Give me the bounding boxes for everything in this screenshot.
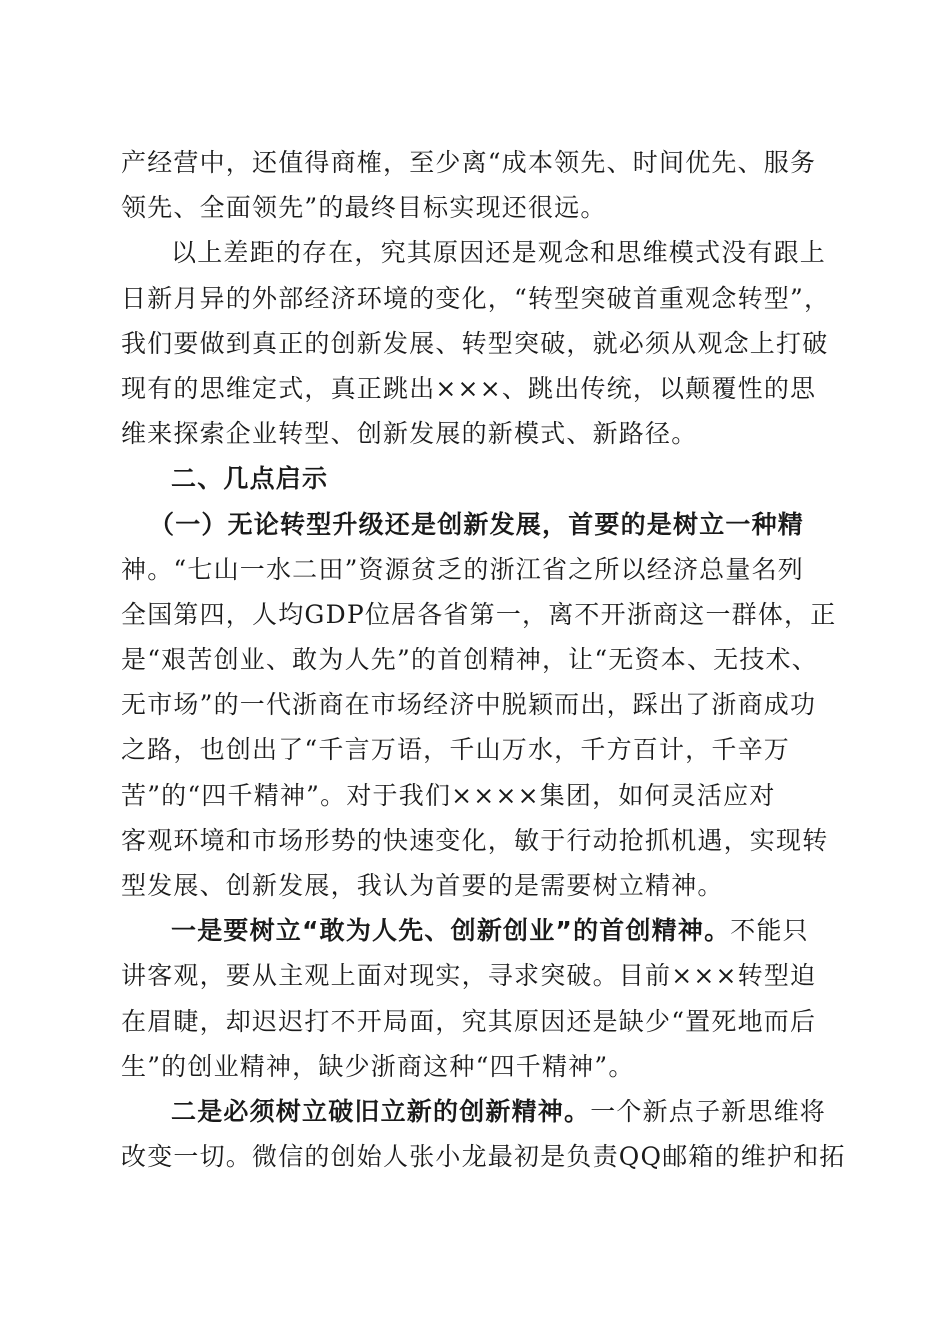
- paragraph-point-one: [121, 502, 837, 909]
- text-line: 型发展、创新发展，我认为首要的是需要树立精神。: [121, 871, 724, 900]
- paragraph-continuation: [121, 140, 831, 230]
- text-line: 神。“七山一水二田”资源贫乏的浙江省之所以经济总量名列: [121, 554, 804, 584]
- text-line: 讲客观，要从主观上面对现实，寻求突破。目前×××转型迫: [121, 961, 817, 991]
- text-line: 日新月异的外部经济环境的变化，“转型突破首重观念转型”，: [121, 283, 831, 313]
- text-line: 产经营中，还值得商榷，至少离“成本领先、时间优先、服务: [121, 148, 817, 177]
- section-heading-text: 二、几点启示: [171, 464, 329, 494]
- text-line: 客观环境和市场形势的快速变化，敏于行动抢抓机遇，实现转: [121, 825, 829, 855]
- section-heading: [121, 456, 831, 501]
- text-line: 领先、全面领先”的最终目标实现还很远。: [121, 193, 607, 223]
- text-line: 全国第四，人均GDP位居各省第一，离不开浙商这一群体，正: [121, 599, 837, 629]
- text-line: 以上差距的存在，究其原因还是观念和思维模式没有跟上: [171, 238, 827, 268]
- document-body: [121, 140, 846, 1179]
- text-line: 之路，也创出了“千言万语，千山万水，千方百计，千辛万: [121, 735, 790, 765]
- text-line: （一）无论转型升级还是创新发展，首要的是树立一种精: [149, 509, 805, 539]
- text-line: 苦”的“四千精神”。对于我们××××集团，如何灵活应对: [121, 780, 776, 810]
- text-line: [121, 908, 831, 953]
- text-fragment: 一个新点子新思维将: [590, 1096, 827, 1126]
- emphasis-lead: 二是必须树立破旧立新的创新精神。: [171, 1096, 591, 1126]
- text-line: 无市场”的一代浙商在市场经济中脱颖而出，踩出了浙商成功: [121, 690, 817, 720]
- text-line: 在眉睫，却迟迟打不开局面，究其原因还是缺少“置死地而后: [121, 1006, 817, 1036]
- text-line: 维来探索企业转型、创新发展的新模式、新路径。: [121, 419, 698, 449]
- text-fragment: 不能只: [730, 916, 809, 946]
- text-line: 生”的创业精神，缺少浙商这种“四千精神”。: [121, 1051, 635, 1081]
- text-line: 我们要做到真正的创新发展、转型突破，就必须从观念上打破: [121, 328, 829, 358]
- paragraph-reasons: [121, 230, 831, 456]
- paragraph-first-spirit: [121, 908, 831, 1089]
- paragraph-second-spirit: [121, 1089, 846, 1179]
- text-line: 改变一切。微信的创始人张小龙最初是负责QQ邮箱的维护和拓: [121, 1142, 846, 1172]
- emphasis-lead: 一是要树立“敢为人先、创新创业”的首创精神。: [171, 916, 731, 946]
- text-line: 是“艰苦创业、敢为人先”的首创精神，让“无资本、无技术、: [121, 645, 818, 675]
- text-line: 现有的思维定式，真正跳出×××、跳出传统，以颠覆性的思: [121, 373, 817, 403]
- text-line: [121, 1089, 831, 1134]
